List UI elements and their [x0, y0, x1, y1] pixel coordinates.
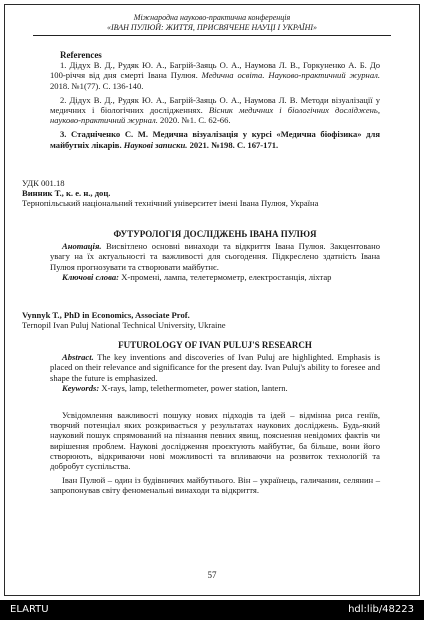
- header-line-1: Міжнародна науково-практична конференція: [133, 13, 291, 22]
- abstract-en: Abstract. The key inventions and discoveries of Ivan Puluj are highlighted. Emphasis is placed on their relevance and significance for the present day. Ivan Puluj's ability to foresee and shape the future is emphasized.: [50, 352, 380, 383]
- references-section: [50, 50, 380, 150]
- en-abstract-section: [50, 340, 380, 393]
- article-body: [50, 410, 380, 496]
- affiliation-en: Ternopil Ivan Puluj National Technical University, Ukraine: [22, 320, 226, 331]
- running-header: [5, 13, 419, 33]
- udk-code: УДК 001.18: [22, 178, 65, 188]
- footer-repository-label: ELARTU: [10, 604, 49, 615]
- footer-bar: [0, 600, 424, 620]
- body-paragraph-2: Іван Пулюй – один із будівничих майбутнього. Він – українець, галичанин, селянин – запропонував світу феноменальні винаходи та відкриття.: [50, 475, 380, 496]
- reference-item-2: 2. Дідух В. Д., Рудяк Ю. А., Багрій-Заяць О. А., Наумова Л. В. Методи візуалізації у медичних і біологічних дослідженнях. Вісник медичних і біологічних досліджень, науково-практичний журнал. 2020. №1. С. 62-66.: [50, 94, 380, 126]
- en-article-meta: [22, 310, 380, 330]
- affiliation-ua: Тернопільський національний технічний університет імені Івана Пулюя, Україна: [22, 198, 319, 209]
- references-title: References: [60, 50, 102, 60]
- ua-article-meta: [22, 178, 380, 209]
- article-title-en: FUTUROLOGY OF IVAN PULUJ'S RESEARCH: [118, 340, 312, 350]
- reference-item-3: 3. Стадніченко С. М. Медична візуалізація у курсі «Медична біофізика» для майбутніх лікарів. Наукові записки. 2021. №198. С. 167-171.: [50, 129, 380, 150]
- abstract-ua: Анотація. Висвітлено основні винаходи та відкриття Івана Пулюя. Закцентовано увагу на їх актуальності та важливості для сьогодення. Підкреслено здатність Івана Пулюя прогнозувати та створювати майбутнє.: [50, 241, 380, 272]
- body-paragraph-1: Усвідомлення важливості пошуку нових підходів та ідей – відмінна риса геніїв, творчий потенціал яких розкривається у результатах наукових досліджень. Будь-який науковий пошук спрямований на пізнання певних явищ, пояснення невідомих фактів чи вирішення проблем. Наукові дослідження проєктують майбутнє, ба більше, вони його створюють, відкриваючи нові можливості та впливаючи на розвиток технологій та добробут суспільства.: [50, 410, 380, 472]
- author-ua: Винник Т., к. е. н., доц.: [22, 188, 111, 199]
- keywords-en: Keywords: X-rays, lamp, telethermometer, power station, lantern.: [62, 382, 288, 393]
- header-line-2: «ІВАН ПУЛЮЙ: ЖИТТЯ, ПРИСВЯЧЕНЕ НАУЦІ І УКРАЇНІ»: [106, 23, 318, 32]
- reference-item-1: 1. Дідух В. Д., Рудяк Ю. А., Багрій-Заяць О. А., Наумова Л. В., Горкуненко А. Б. До 100-річчя від дня смерті Івана Пулюя. Медична освіта. Науково-практичний журнал. 2018. №1(77). С. 136-140.: [50, 60, 381, 91]
- header-rule: [33, 35, 391, 36]
- page-number: 57: [207, 570, 217, 580]
- author-en: Vynnyk T., PhD in Economics, Associate Prof.: [22, 310, 190, 320]
- footer-handle-link[interactable]: hdl:lib/48223: [348, 604, 414, 615]
- ua-abstract-section: [50, 229, 380, 282]
- article-title-ua: ФУТУРОЛОГІЯ ДОСЛІДЖЕНЬ ІВАНА ПУЛЮЯ: [113, 229, 317, 239]
- keywords-ua: Ключові слова: Х-промені, лампа, телетермометр, електростанція, ліхтар: [62, 271, 332, 282]
